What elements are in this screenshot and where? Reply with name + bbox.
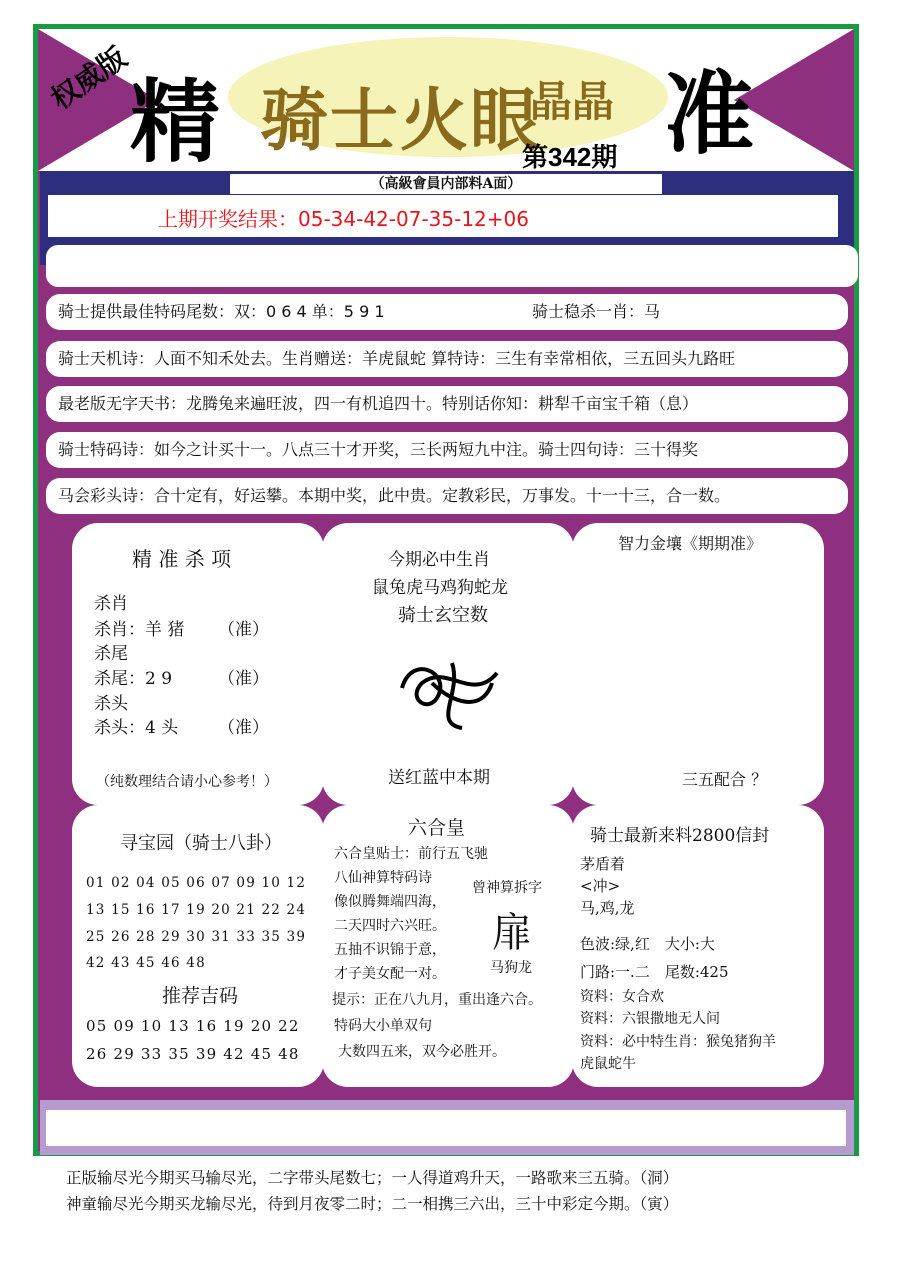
page-title: 骑士火眼	[260, 81, 541, 161]
liuhe-panel	[322, 805, 574, 1087]
kill-l4-note: （准）	[218, 669, 269, 689]
liuhe-l3: 像似腾舞端四海，	[334, 894, 446, 910]
poem-row-1: 骑士天机诗：人面不知禾处去。生肖赠送：羊虎鼠蛇 算特诗：三生有幸常相依，三五回头九路旺	[46, 341, 848, 377]
treasure-row-2: 13 15 16 17 19 20 21 22 24	[86, 902, 307, 918]
mid-l4: 送红蓝中本期	[388, 768, 490, 788]
kill-l6: 杀头：4 头	[94, 718, 179, 738]
recommend-row-1: 05 09 10 13 16 19 20 22	[86, 1017, 300, 1035]
liuhe-l2: 八仙神算特码诗	[334, 870, 432, 886]
liuhe-title: 六合皇	[408, 817, 466, 839]
news-l9: 虎鼠蛇牛	[580, 1056, 636, 1072]
bottom-bar	[40, 1100, 854, 1155]
news-l5: 门路:一.二 尾数:425	[580, 963, 729, 981]
news-l3: 马,鸡,龙	[580, 899, 635, 917]
kill-l6-note: （准）	[218, 718, 269, 738]
split-sub: 马狗龙	[490, 960, 532, 976]
scribble-icon	[392, 643, 512, 733]
blank-row	[46, 245, 858, 287]
liuhe-l8: 特码大小单双句	[334, 1018, 432, 1034]
news-l6: 资料：女合欢	[580, 989, 664, 1005]
zodiac-panel	[322, 523, 574, 805]
mid-l1: 今期必中生肖	[388, 550, 490, 570]
tail-row	[46, 294, 848, 330]
kill-l2: 杀肖：羊 猪	[94, 620, 185, 640]
news-l8: 资料：必中特生肖：猴兔猪狗羊	[580, 1034, 776, 1050]
liuhe-l6: 才子美女配一对。	[334, 966, 446, 982]
split-char: 扉	[492, 910, 532, 956]
treasure-panel	[72, 805, 324, 1087]
last-result: 上期开奖结果：05-34-42-07-35-12+06	[158, 207, 529, 231]
treasure-row-3: 25 26 28 29 30 31 33 35 39	[86, 929, 307, 945]
tail-text: 骑士提供最佳特码尾数：双：0 6 4 单：5 9 1	[58, 302, 385, 321]
iq-bottom: 三五配合 ？	[682, 770, 768, 789]
poem-row-4: 马会彩头诗：合十定有，好运攀。本期中奖，此中贵。定教彩民，万事发。十一十三，合一数。	[46, 478, 848, 514]
edition-label: 权威版	[44, 40, 133, 116]
news-title: 骑士最新来料2800信封	[590, 826, 770, 846]
treasure-row-1: 01 02 04 05 06 07 09 10 12	[86, 875, 307, 891]
kill-l1: 杀肖	[94, 594, 128, 614]
treasure-title: 寻宝园（骑士八卦）	[120, 833, 282, 854]
poem-row-2: 最老版无字天书：龙腾兔来遍旺波，四一有机追四十。特别话你知：耕犁千亩宝千箱（息）	[46, 386, 848, 422]
footer-line-1: 正版输尽光今期买马输尽光，二字带头尾数七；一人得道鸡升天，一路歌来三五骑。（洞）	[66, 1169, 679, 1187]
recommend-row-2: 26 29 33 35 39 42 45 48	[86, 1045, 300, 1063]
news-panel	[572, 805, 824, 1087]
kill-l2-note: （准）	[218, 620, 269, 640]
iq-panel	[572, 523, 824, 805]
last-result-box	[48, 195, 838, 237]
kill-l4: 杀尾：2 9	[94, 669, 173, 689]
title-small: 晶晶	[530, 77, 615, 126]
bottom-blank	[46, 1110, 846, 1146]
kill-l5: 杀头	[94, 694, 128, 714]
liuhe-l1: 六合皇贴士：前行五飞驰	[334, 846, 488, 862]
news-l4: 色波:绿,红 大小:大	[580, 935, 715, 953]
mid-l3: 骑士玄空数	[398, 605, 488, 626]
poem-row-3: 骑士特码诗：如今之计买十一。八点三十才开奖，三长两短九中注。骑士四句诗：三十得奖	[46, 432, 848, 468]
liuhe-l5: 五抽不识锦于意，	[334, 942, 446, 958]
kill-note: （纯数理结合请小心参考！）	[96, 774, 278, 790]
issue-number: 第342期	[522, 142, 618, 171]
kill-l3: 杀尾	[94, 644, 128, 664]
liuhe-l9: 大数四五来，双今必胜开。	[338, 1044, 506, 1060]
news-l2: <冲>	[580, 877, 621, 895]
char-left: 精	[130, 69, 220, 171]
recommend-title: 推荐吉码	[162, 985, 239, 1007]
kill-panel	[72, 523, 324, 805]
liuhe-l4: 二天四时六兴旺。	[334, 918, 446, 934]
treasure-row-4: 42 43 45 46 48	[86, 955, 206, 971]
news-l7: 资料：六银撒地无人问	[580, 1011, 720, 1027]
news-l1: 茅盾着	[580, 855, 626, 873]
kill-title: 精 准 杀 项	[132, 547, 232, 571]
footer-line-2: 神童输尽光今期买龙输尽光，待到月夜零二时；二一相携三六出，三十中彩定今期。（寅）	[66, 1195, 679, 1213]
split-title: 曾神算拆字	[472, 880, 542, 896]
kill-one: 骑士稳杀一肖：马	[532, 302, 661, 321]
liuhe-l7: 提示：正在八九月，重出逢六合。	[332, 992, 542, 1008]
mid-l2: 鼠兔虎马鸡狗蛇龙	[372, 578, 508, 598]
subtitle: （高級會員内部料A面）	[230, 174, 662, 194]
iq-title: 智力金壤《期期准》	[618, 534, 763, 553]
char-right: 准	[664, 61, 754, 167]
header	[38, 29, 854, 171]
